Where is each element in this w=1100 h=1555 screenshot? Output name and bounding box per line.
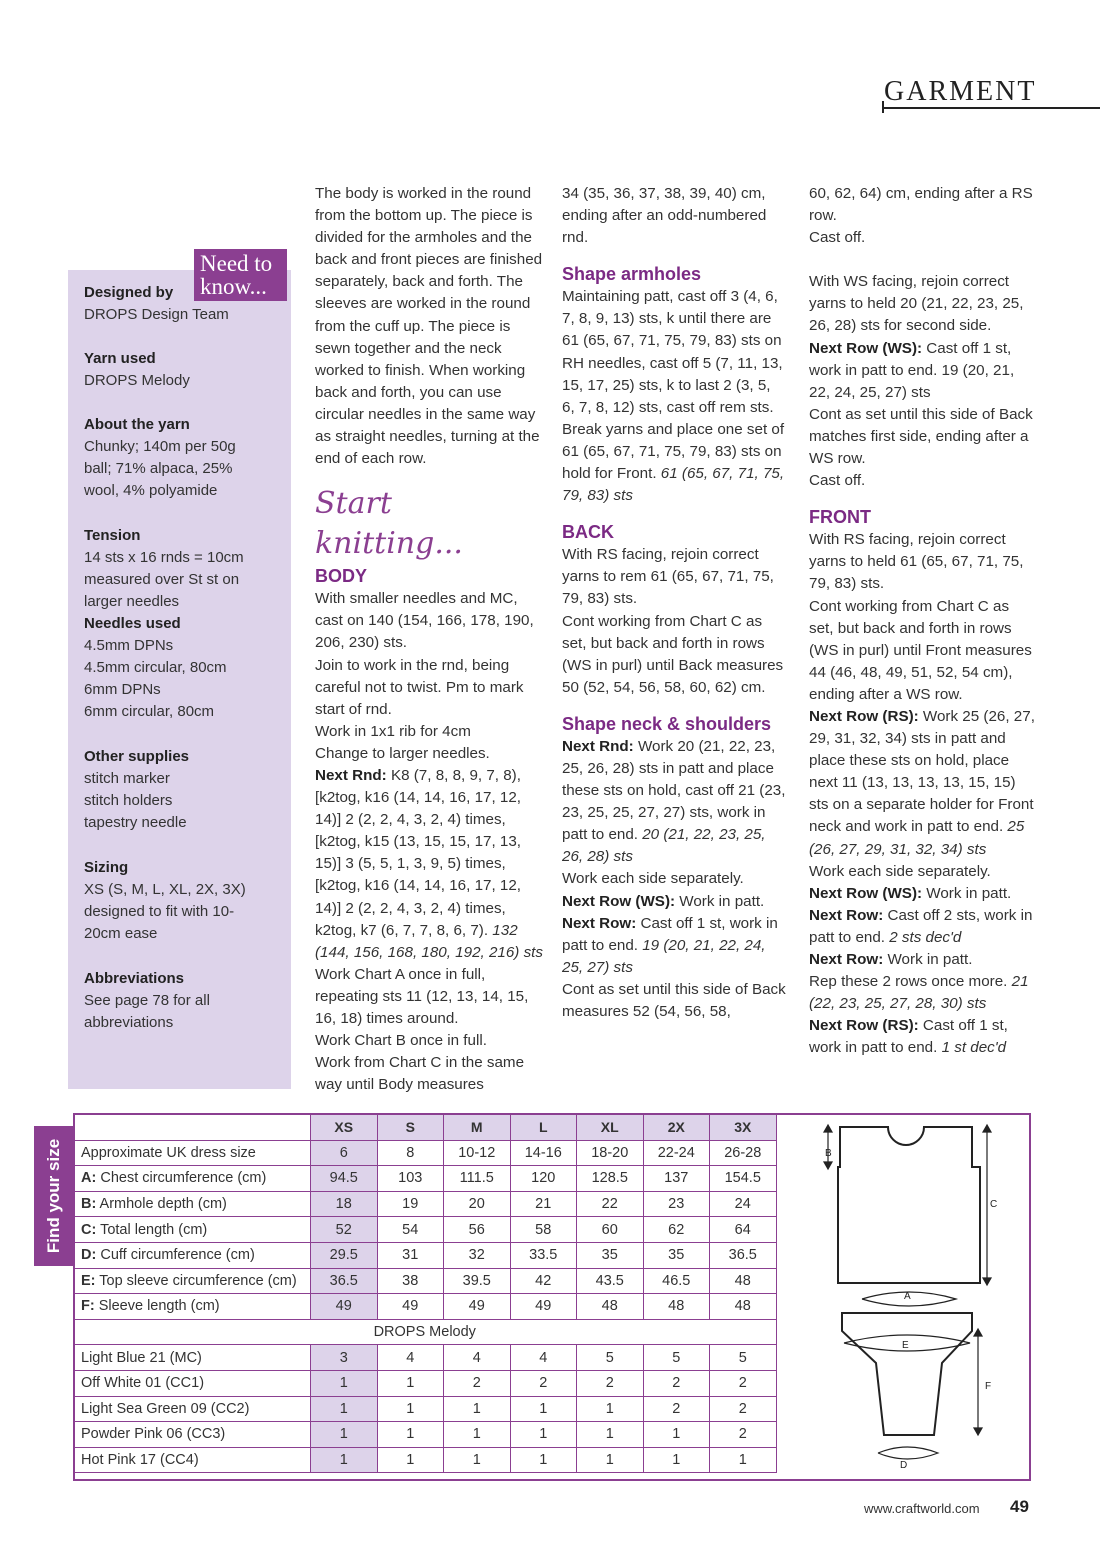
table-cell: 1 [311, 1396, 378, 1422]
instruction-label: Next Row (WS): [809, 884, 923, 902]
instruction-label: Next Row (WS): [809, 339, 923, 357]
sidebar-about-yarn [84, 414, 264, 502]
column-2 [562, 183, 786, 1023]
sidebar-text: Chunky; 140m per 50g ball; 71% alpaca, 25% wool, 4% polyamide [84, 438, 236, 499]
instruction-text: Cast off 1 st, work in patt to end. [562, 914, 778, 954]
sidebar-line: 6mm DPNs [84, 681, 161, 698]
size-header: XL [577, 1115, 644, 1141]
size-header: M [444, 1115, 511, 1141]
table-cell: 1 [311, 1370, 378, 1396]
table-cell: 5 [710, 1345, 777, 1371]
neck-instruction [562, 736, 786, 869]
sidebar-heading: Yarn used [84, 350, 156, 367]
sidebar-abbreviations [84, 968, 219, 1034]
body-paragraph: With smaller needles and MC, cast on 140 (154, 166, 178, 190, 206, 230) sts. [315, 590, 534, 652]
table-cell: 10-12 [444, 1140, 511, 1166]
instruction-label: Next Rnd: [562, 737, 634, 755]
table-cell: 20 [444, 1191, 511, 1217]
table-cell: 1 [643, 1447, 710, 1473]
table-cell: 2 [643, 1370, 710, 1396]
table-cell: 18 [311, 1191, 378, 1217]
table-cell: 1 [577, 1447, 644, 1473]
row-key: F: [81, 1298, 95, 1315]
table-cell: 48 [643, 1294, 710, 1320]
spacer [809, 249, 1037, 271]
row-key: C: [81, 1221, 97, 1238]
instruction-text: Cast off 2 sts, work in patt to end. [809, 906, 1033, 946]
table-cell: 1 [377, 1422, 444, 1448]
table-cell: 4 [510, 1345, 577, 1371]
ws-instruction [809, 883, 1037, 905]
table-cell: 94.5 [311, 1166, 378, 1192]
table-cell: 56 [444, 1217, 511, 1243]
body-paragraph: 34 (35, 36, 37, 38, 39, 40) cm, ending after an odd-numbered rnd. [562, 185, 767, 247]
table-cell: 1 [311, 1447, 378, 1473]
sidebar-line: stitch marker [84, 770, 170, 787]
sidebar-tension [84, 525, 264, 613]
table-cell: 39.5 [444, 1268, 511, 1294]
instruction-text: Maintaining patt, cast off 3 (4, 6, 7, 8, 9, 13) sts, k until there are 61 (65, 67, 71, 75, 79, 83) sts on RH needles, cast off 5 (7, 11, 13, 15, 17, 25) sts, k to last 2 (3, 5, 6, 7, 8, 12) sts, cast off rem sts. Break yarns and place one set of 61 (65, 67, 71, 75, 79, 83) sts on hold for Front. [562, 288, 785, 483]
corner-cell [74, 1115, 311, 1141]
table-cell: 43.5 [577, 1268, 644, 1294]
arrowhead-icon [824, 1125, 832, 1132]
table-row [74, 1396, 777, 1422]
need-to-know-tag: Need to know... [194, 249, 287, 301]
table-cell: 1 [510, 1447, 577, 1473]
back-heading: BACK [562, 522, 614, 543]
table-cell: 18-20 [577, 1140, 644, 1166]
table-cell: 52 [311, 1217, 378, 1243]
body-paragraph: Work in 1x1 rib for 4cm [315, 722, 471, 740]
body-paragraph: With WS facing, rejoin correct yarns to held 20 (21, 22, 23, 25, 26, 28) sts for second side. [809, 273, 1024, 335]
table-cell: 26-28 [710, 1140, 777, 1166]
table-cell: 1 [444, 1422, 511, 1448]
row-label [74, 1294, 311, 1320]
sidebar-sizing [84, 857, 259, 945]
table-cell: 5 [643, 1345, 710, 1371]
table-cell: 62 [643, 1217, 710, 1243]
table-cell: 2 [510, 1370, 577, 1396]
body-paragraph: Cont working from Chart C as set, but back and forth in rows (WS in purl) until Back measures 50 (52, 54, 56, 58, 60, 62) cm. [562, 612, 784, 696]
sleeve-outline [842, 1313, 972, 1435]
table-cell: 1 [577, 1396, 644, 1422]
stitch-count: 1 st dec'd [941, 1039, 1007, 1057]
row-label-text: Sleeve length (cm) [94, 1298, 220, 1315]
table-cell: 36.5 [311, 1268, 378, 1294]
body-paragraph: Join to work in the rnd, being careful not to twist. Pm to mark start of rnd. [315, 656, 524, 718]
section-rule [882, 107, 1100, 109]
sidebar-line: 6mm circular, 80cm [84, 703, 215, 720]
instruction-text: Work in patt. [926, 884, 1012, 902]
column-1 [315, 183, 543, 1096]
table-cell: 14-16 [510, 1140, 577, 1166]
sidebar-heading: Designed by [84, 284, 174, 301]
d-arrow [878, 1447, 938, 1459]
instruction-text: K8 (7, 8, 8, 9, 7, 8), [k2tog, k16 (14, 14, 16, 17, 12, 14)] 2 (2, 2, 4, 3, 2, 4) times, [k2tog, k15 (13, 15, 15, 17, 13, 15)] 3 (5, 5, 1, 3, 9, 5) times, [k2tog, k16 (14, 14, 16, 17, 12, 14)] 2 (2, 2, 4, 3, 2, 4) times, k2tog, k7 (6, 7, 7, 8, 6, 7). [315, 766, 522, 939]
table-row [74, 1166, 777, 1192]
arrowhead-icon [983, 1125, 991, 1132]
sidebar-line: stitch holders [84, 792, 173, 809]
table-cell: 2 [444, 1370, 511, 1396]
shape-neck-heading: Shape neck & shoulders [562, 713, 772, 734]
next-rnd-instruction [315, 765, 543, 964]
sidebar-heading: Tension [84, 527, 141, 544]
rs-instruction [809, 1015, 1037, 1059]
row-label: Hot Pink 17 (CC4) [74, 1447, 311, 1473]
table-cell: 29.5 [311, 1242, 378, 1268]
next-row-instruction [562, 913, 786, 979]
size-header-row [74, 1115, 777, 1141]
sidebar-line: 4.5mm circular, 80cm [84, 659, 227, 676]
table-cell: 1 [444, 1396, 511, 1422]
table-cell: 1 [510, 1422, 577, 1448]
sidebar-text: See page 78 for all abbreviations [84, 992, 210, 1031]
table-row [74, 1191, 777, 1217]
table-cell: 137 [643, 1166, 710, 1192]
table-row [74, 1345, 777, 1371]
instruction-text: Work 20 (21, 22, 23, 25, 26, 28) sts in patt and place these sts on hold, cast off 21 (23, 23, 25, 25, 27, 27) sts, work in patt to end. [562, 737, 786, 844]
body-paragraph: Cont as set until this side of Back matches first side, ending after a WS row. [809, 405, 1033, 468]
table-cell: 1 [377, 1370, 444, 1396]
arrowhead-icon [983, 1278, 991, 1285]
arrowhead-icon [974, 1428, 982, 1435]
next-row-instruction [809, 905, 1037, 949]
stitch-count: 21 (22, 23, 25, 27, 28, 30) sts [809, 973, 1029, 1013]
column-3 [809, 183, 1037, 1059]
table-cell: 49 [311, 1294, 378, 1320]
table-cell: 22-24 [643, 1140, 710, 1166]
size-table [73, 1114, 777, 1473]
section-title: GARMENT [884, 76, 1037, 107]
table-cell: 42 [510, 1268, 577, 1294]
table-cell: 23 [643, 1191, 710, 1217]
table-cell: 58 [510, 1217, 577, 1243]
table-row [74, 1447, 777, 1473]
table-cell: 8 [377, 1140, 444, 1166]
sidebar-text: XS (S, M, L, XL, 2X, 3X) designed to fit with 10-20cm ease [84, 881, 246, 942]
sidebar-other-supplies [84, 746, 284, 834]
instruction-label: Next Rnd: [315, 766, 387, 784]
table-cell: 2 [710, 1370, 777, 1396]
table-cell: 120 [510, 1166, 577, 1192]
table-cell: 1 [311, 1422, 378, 1448]
instruction-label: Next Row (WS): [562, 892, 676, 910]
body-paragraph: Work Chart A once in full, repeating sts 11 (12, 13, 14, 15, 16, 18) times around. [315, 965, 529, 1027]
table-cell: 3 [311, 1345, 378, 1371]
table-row [74, 1422, 777, 1448]
row-label: Light Blue 21 (MC) [74, 1345, 311, 1371]
table-cell: 2 [643, 1396, 710, 1422]
table-row [74, 1294, 777, 1320]
row-label: Powder Pink 06 (CC3) [74, 1422, 311, 1448]
table-cell: 2 [710, 1422, 777, 1448]
armholes-instruction [562, 286, 786, 507]
row-key: B: [81, 1196, 97, 1213]
body-paragraph: Change to larger needles. [315, 744, 490, 762]
table-cell: 35 [577, 1242, 644, 1268]
size-header: 2X [643, 1115, 710, 1141]
row-label-text: Armhole depth (cm) [96, 1196, 227, 1213]
arrowhead-icon [824, 1162, 832, 1169]
body-paragraph: Cont working from Chart C as set, but back and forth in rows (WS in purl) until Front measures 44 (46, 48, 49, 51, 52, 54 cm), ending after a WS row. [809, 597, 1032, 703]
table-cell: 1 [643, 1422, 710, 1448]
arrowhead-icon [974, 1329, 982, 1336]
table-cell: 49 [510, 1294, 577, 1320]
table-cell: 60 [577, 1217, 644, 1243]
diagram-label-e: E [902, 1340, 909, 1351]
table-cell: 4 [377, 1345, 444, 1371]
table-row [74, 1217, 777, 1243]
instruction-text: Rep these 2 rows once more. [809, 973, 1008, 991]
table-row [74, 1140, 777, 1166]
table-cell: 35 [643, 1242, 710, 1268]
body-heading: BODY [315, 566, 368, 587]
section-rule-tick [882, 101, 884, 113]
stitch-count: 132 (144, 156, 168, 180, 192, 216) sts [315, 921, 543, 961]
table-row [74, 1268, 777, 1294]
stitch-count: 61 (65, 67, 71, 75, 79, 83) sts [562, 465, 785, 505]
footer-url[interactable]: www.craftworld.com [864, 1501, 980, 1516]
sidebar-heading: Sizing [84, 859, 129, 876]
stitch-count: 2 sts dec'd [889, 928, 962, 946]
instruction-text: Work in patt. [887, 951, 973, 968]
row-label [74, 1217, 311, 1243]
body-paragraph: Work from Chart C in the same way until Body measures [315, 1054, 525, 1094]
sidebar-needles [84, 613, 284, 723]
row-label: Light Sea Green 09 (CC2) [74, 1396, 311, 1422]
instruction-label: Next Row: [809, 906, 884, 924]
sidebar-heading: Other supplies [84, 748, 190, 765]
row-label-text: Approximate UK dress size [81, 1144, 256, 1161]
rs-instruction [809, 706, 1037, 861]
table-cell: 1 [710, 1447, 777, 1473]
table-cell: 48 [710, 1294, 777, 1320]
next-row-instruction [809, 949, 1037, 971]
instruction-text: Work in patt. [679, 892, 765, 910]
ws-instruction [809, 338, 1037, 404]
table-row [74, 1242, 777, 1268]
find-your-size-label [34, 1126, 74, 1266]
table-cell: 49 [377, 1294, 444, 1320]
table-cell: 1 [444, 1447, 511, 1473]
size-header: 3X [710, 1115, 777, 1141]
size-header: S [377, 1115, 444, 1141]
table-cell: 46.5 [643, 1268, 710, 1294]
table-cell: 5 [577, 1345, 644, 1371]
row-label [74, 1140, 311, 1166]
garment-schematic [782, 1115, 1029, 1479]
body-paragraph: Cont as set until this side of Back measures 52 (54, 56, 58, [562, 980, 786, 1020]
sidebar-heading: Abbreviations [84, 970, 185, 987]
table-cell: 1 [510, 1396, 577, 1422]
table-cell: 2 [577, 1370, 644, 1396]
instruction-text: Work 25 (26, 27, 29, 31, 32, 34) sts in patt and place these sts on hold, place next 11 (13, 13, 13, 13, 15, 15) sts on a separate holder for Front neck and work in patt to end. [809, 707, 1035, 836]
instruction-text: Cast off 1 st, work in patt to end. 19 (20, 21, 22, 24, 25, 27) sts [809, 339, 1015, 401]
sidebar-line: tapestry needle [84, 814, 187, 831]
find-your-size-text: Find your size [44, 1138, 63, 1254]
page-number: 49 [1010, 1497, 1029, 1516]
yarn-heading-row [74, 1319, 777, 1345]
body-paragraph: Cast off. [809, 472, 866, 490]
body-paragraph: Work Chart B once in full. [315, 1032, 487, 1050]
instruction-text: Cast off 1 st, work in patt to end. [809, 1017, 1008, 1057]
table-cell: 38 [377, 1268, 444, 1294]
sidebar-yarn-used [84, 348, 284, 392]
table-cell: 48 [577, 1294, 644, 1320]
table-cell: 111.5 [444, 1166, 511, 1192]
sidebar-text: DROPS Melody [84, 372, 190, 389]
table-cell: 36.5 [710, 1242, 777, 1268]
diagram-label-f: F [985, 1381, 992, 1392]
table-cell: 4 [444, 1345, 511, 1371]
table-cell: 32 [444, 1242, 511, 1268]
row-label [74, 1166, 311, 1192]
table-cell: 1 [577, 1422, 644, 1448]
row-label [74, 1268, 311, 1294]
start-knitting-heading: Start knitting... [315, 486, 463, 562]
table-cell: 24 [710, 1191, 777, 1217]
table-cell: 31 [377, 1242, 444, 1268]
sidebar-text: 14 sts x 16 rnds = 10cm measured over St st on larger needles [84, 549, 244, 610]
diagram-label-d: D [900, 1460, 908, 1471]
ws-instruction [562, 891, 786, 913]
body-paragraph: Work each side separately. [809, 862, 991, 880]
table-cell: 64 [710, 1217, 777, 1243]
instruction-label: Next Row (RS): [809, 707, 919, 725]
table-cell: 22 [577, 1191, 644, 1217]
front-heading: FRONT [809, 507, 871, 528]
table-cell: 2 [710, 1396, 777, 1422]
row-label-text: Total length (cm) [96, 1221, 208, 1238]
table-cell: 128.5 [577, 1166, 644, 1192]
size-header: XS [311, 1115, 378, 1141]
sidebar-heading: Needles used [84, 615, 181, 632]
instruction-label: Next Row: [562, 914, 637, 932]
table-cell: 54 [377, 1217, 444, 1243]
table-cell: 48 [710, 1268, 777, 1294]
row-key: A: [81, 1170, 97, 1187]
table-cell: 1 [377, 1396, 444, 1422]
table-cell: 33.5 [510, 1242, 577, 1268]
row-key: E: [81, 1272, 96, 1289]
table-cell: 103 [377, 1166, 444, 1192]
body-paragraph: With RS facing, rejoin correct yarns to rem 61 (65, 67, 71, 75, 79, 83) sts. [562, 546, 774, 608]
yarn-heading: DROPS Melody [74, 1319, 777, 1345]
table-cell: 49 [444, 1294, 511, 1320]
body-paragraph: Work each side separately. [562, 870, 744, 888]
stitch-count: 20 (21, 22, 23, 25, 26, 28) sts [562, 826, 766, 866]
table-cell: 6 [311, 1140, 378, 1166]
body-outline [838, 1127, 980, 1283]
row-label-text: Chest circumference (cm) [96, 1170, 267, 1187]
sidebar-designed-by [84, 282, 284, 326]
row-key: D: [81, 1247, 97, 1264]
diagram-label-b: B [825, 1148, 832, 1159]
size-header: L [510, 1115, 577, 1141]
table-row [74, 1370, 777, 1396]
instruction-label: Next Row (RS): [809, 1017, 919, 1035]
stitch-count: 19 (20, 21, 22, 24, 25, 27) sts [562, 936, 766, 976]
row-label [74, 1191, 311, 1217]
body-paragraph: With RS facing, rejoin correct yarns to held 61 (65, 67, 71, 75, 79, 83) sts. [809, 531, 1024, 593]
sidebar-line: 4.5mm DPNs [84, 637, 174, 654]
row-label-text: Cuff circumference (cm) [96, 1247, 255, 1264]
sidebar-text: DROPS Design Team [84, 306, 229, 323]
table-cell: 19 [377, 1191, 444, 1217]
repeat-instruction [809, 971, 1037, 1015]
table-cell: 154.5 [710, 1166, 777, 1192]
table-cell: 1 [377, 1447, 444, 1473]
body-paragraph: Cast off. [809, 229, 866, 247]
row-label [74, 1242, 311, 1268]
stitch-count: 25 (26, 27, 29, 31, 32, 34) sts [809, 818, 1025, 858]
table-cell: 21 [510, 1191, 577, 1217]
diagram-label-a: A [904, 1291, 911, 1302]
body-paragraph: 60, 62, 64) cm, ending after a RS row. [809, 185, 1033, 225]
row-label: Off White 01 (CC1) [74, 1370, 311, 1396]
diagram-label-c: C [990, 1199, 998, 1210]
intro-paragraph: The body is worked in the round from the bottom up. The piece is divided for the armholes and the back and front pieces are finished separately, back and forth. The sleeves are worked in the round from the cuff up. The piece is sewn together and the neck worked to finish. When working back and forth, you can use circular needles in the same way as straight needles, turning at the end of each row. [315, 185, 543, 468]
instruction-label: Next Row: [809, 951, 884, 968]
shape-armholes-heading: Shape armholes [562, 264, 702, 285]
row-label-text: Top sleeve circumference (cm) [95, 1272, 297, 1289]
sidebar-heading: About the yarn [84, 416, 190, 433]
